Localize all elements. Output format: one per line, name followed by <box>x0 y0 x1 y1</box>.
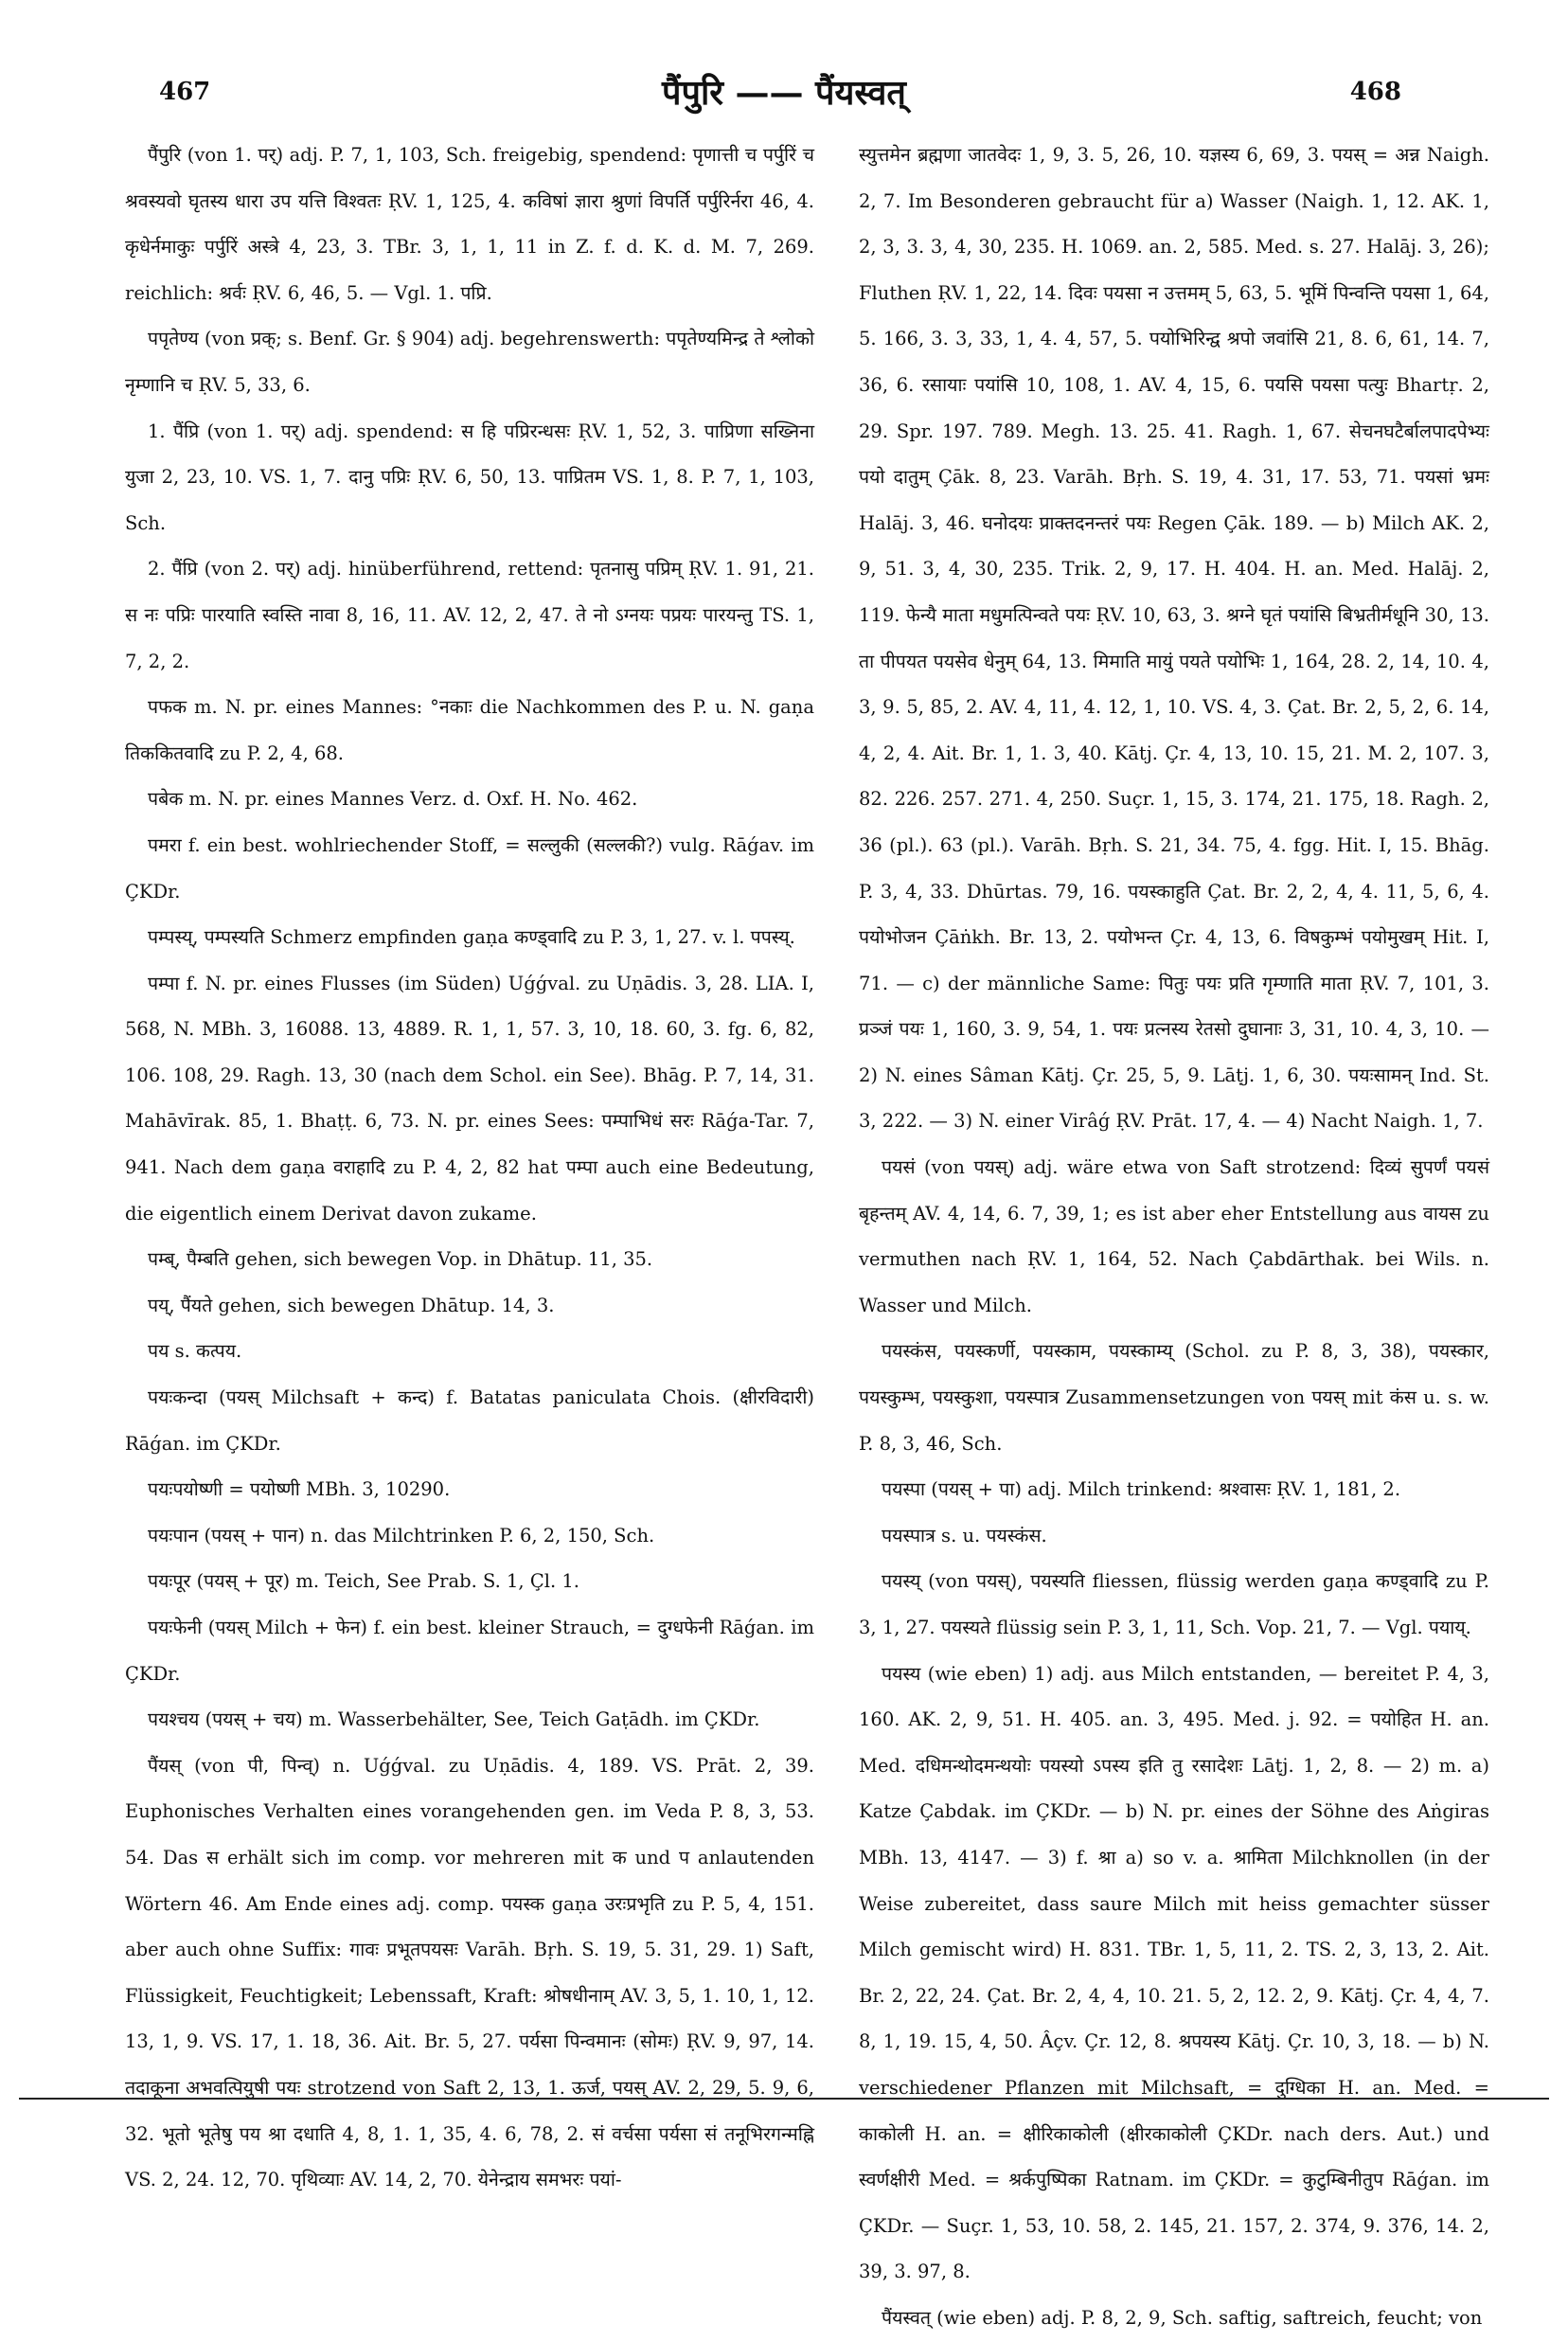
entry: पयःपूर (पयस् + पूर) m. Teich, See Prab. S. 1, Çl. 1. <box>148 1570 579 1593</box>
entry: पैंपुरि (von 1. पर्) adj. P. 7, 1, 103, Sch. freigebig, spendend: पृणात्ती च पर्पुरिं च श्रवस्यवो घृतस्य धारा उप यत्ति विश्वतः ṚV. 1, 125, 4. कविषां ज्ञारा श्रुणां विपर्ति पर्पुरिर्नरा 46, 4. कृधेर्नमाकुः पर्पुरिं अस्त्रे 4, 23, 3. TBr. 3, 1, 1, 11 in Z. f. d. K. d. M. 7, 269. reichlich: श्रर्वः ṚV. 6, 46, 5. — Vgl. 1. पप्रि. <box>125 144 814 304</box>
entry: पबेक m. N. pr. eines Mannes Verz. d. Oxf. H. No. 462. <box>148 788 638 811</box>
entry: पयःपयोष्णी = पयोष्णी MBh. 3, 10290. <box>148 1478 451 1501</box>
entry: स्युत्तमेन ब्रह्मणा जातवेदः 1, 9, 3. 5, 26, 10. यज्ञस्य 6, 69, 3. पयस् = अन्न Naigh. 2, 7. Im Besonderen gebraucht für a) Wasser (Naigh. 1, 12. AK. 1, 2, 3, 3. 3, 4, 30, 235. H. 1069. an. 2, 585. Med. s. 27. Halāj. 3, 26); Fluthen ṚV. 1, 22, 14. दिवः पयसा न उत्तमम् 5, 63, 5. भूमिं पिन्वन्ति पयसा 1, 64, 5. 166, 3. 3, 33, 1, 4. 4, 57, 5. पयोभिरिन्द्व श्रपो जवांसि 21, 8. 6, 61, 14. 7, 36, 6. रसायाः पयांसि 10, 108, 1. AV. 4, 15, 6. पयसि पयसा पत्युः Bhartṛ. 2, 29. Spr. 197. 789. Megh. 13. 25. 41. Ragh. 1, 67. सेचनघटैर्बालपादपेभ्यः पयो दातुम् Çāk. 8, 23. Varāh. Bṛh. S. 19, 4. 31, 17. 53, 71. पयसां भ्रमः Halāj. 3, 46. घनोदयः प्राक्तदनन्तरं पयः Regen Çāk. 189. — b) Milch AK. 2, 9, 51. 3, 4, 30, 235. Trik. 2, 9, 17. H. 404. H. an. Med. Halāj. 2, 119. फेन्यै माता मधुमत्पिन्वते पयः ṚV. 10, 63, 3. श्रग्ने घृतं पयांसि बिभ्रतीर्मधूनि 30, 13. ता पीपयत पयसेव धेनुम् 64, 13. मिमाति मायुं पयते पयोभिः 1, 164, 28. 2, 14, 10. 4, 3, 9. 5, 85, 2. AV. 4, 11, 4. 12, 1, 10. VS. 4, 3. Çat. Br. 2, 5, 2, 6. 14, 4, 2, 4. Ait. Br. 1, 1. 3, 40. Kātj. Çr. 4, 13, 10. 15, 21. M. 2, 107. 3, 82. 226. 257. 271. 4, 250. Suçr. 1, 15, 3. 174, 21. 175, 18. Ragh. 2, 36 (pl.). 63 (pl.). Varāh. Bṛh. S. 21, 34. 75, 4. fgg. Hit. I, 15. Bhāg. P. 3, 4, 33. Dhūrtas. 79, 16. पयस्काहुति Çat. Br. 2, 2, 4, 4. 11, 5, 6, 4. पयोभोजन Çāṅkh. Br. 13, 2. पयोभन्त Çr. 4, 13, 6. विषकुम्भं पयोमुखम् Hit. I, 71. — c) der männliche Same: पितुः पयः प्रति गृम्णाति माता ṚV. 7, 101, 3. प्रञ्जं पयः 1, 160, 3. 9, 54, 1. पयः प्रत्नस्य रेतसो दुघानाः 3, 31, 10. 4, 3, 10. — 2) N. eines Sâman Kātj. Çr. 25, 5, 9. Lāṭj. 1, 6, 30. पयःसामन् Ind. St. 3, 222. — 3) N. einer Virâǵ ṚV. Prāt. 17, 4. — 4) Nacht Naigh. 1, 7. <box>859 144 1489 1133</box>
entry: पयःकन्दा (पयस् Milchsaft + कन्द) f. Batatas paniculata Chois. (क्षीरविदारी) Rāǵan. im ÇKDr. <box>125 1386 814 1455</box>
page-number-left: 467 <box>159 78 211 106</box>
entry: पय्, पैंयते gehen, sich bewegen Dhātup. 14, 3. <box>148 1294 555 1316</box>
entry: पम्ब्, पैम्बति gehen, sich bewegen Vop. in Dhātup. 11, 35. <box>148 1248 653 1271</box>
entry: पयःफेनी (पयस् Milch + फेन) f. ein best. kleiner Strauch, = दुग्धफेनी Rāǵan. im ÇKDr. <box>125 1617 814 1685</box>
entry: पय s. कत्पय. <box>148 1340 242 1363</box>
entry: पफक m. N. pr. eines Mannes: °नकाः die Nachkommen des P. u. N. gaṇa तिककितवादि zu P. 2, 4, 68. <box>125 696 814 764</box>
entry: पयसं (von पयस्) adj. wäre etwa von Saft strotzend: दिव्यं सुपर्णं पयसं बृहन्तम् AV. 4, 14, 6. 7, 39, 1; es ist aber eher Entstellung aus वायस zu vermuthen nach ṚV. 1, 164, 52. Nach Çabdārthak. bei Wils. n. Wasser und Milch. <box>859 1156 1489 1316</box>
page-number-right: 468 <box>1349 78 1401 106</box>
entry: पम्पा f. N. pr. eines Flusses (im Süden) Uǵǵval. zu Uṇādis. 3, 28. LIA. I, 568, N. MBh. 3, 16088. 13, 4889. R. 1, 1, 57. 3, 10, 18. 60, 3. fg. 6, 82, 106. 108, 29. Ragh. 13, 30 (nach dem Schol. ein See). Bhāg. P. 7, 14, 31. Mahāvīrak. 85, 1. Bhaṭṭ. 6, 73. N. pr. eines Sees: पम्पाभिधं सरः Rāǵa-Tar. 7, 941. Nach dem gaṇa वराहादि zu P. 4, 2, 82 hat पम्पा auch eine Bedeutung, die eigentlich einem Derivat davon zukame. <box>125 972 814 1225</box>
left-column <box>125 133 814 2191</box>
running-head: पैंपुरि —— पैंयस्वत् <box>662 73 906 113</box>
entry: पयस्कंस, पयस्कर्णी, पयस्काम, पयस्काम्य् (Schol. zu P. 8, 3, 38), पयस्कार, पयस्कुम्भ, पयस्कुशा, पयस्पात्र Zusammensetzungen von पयस् mit कंस u. s. w. P. 8, 3, 46, Sch. <box>859 1340 1489 1455</box>
entry: पम्पस्य्, पम्पस्यति Schmerz empfinden gaṇa कण्ड्वादि zu P. 3, 1, 27. v. l. पपस्य्. <box>148 926 795 949</box>
entry: पपृतेण्य (von प्रक्; s. Benf. Gr. § 904) adj. begehrenswerth: पपृतेण्यमिन्द्र ते श्लोको नृम्णानि च ṚV. 5, 33, 6. <box>125 328 814 396</box>
entry: पयःपान (पयस् + पान) n. das Milchtrinken P. 6, 2, 150, Sch. <box>148 1524 655 1546</box>
footer-rule <box>19 2098 1549 2100</box>
entry: 2. पैंप्रि (von 2. पर्) adj. hinüberführend, rettend: पृतनासु पप्रिम् ṚV. 1. 91, 21. स नः पप्रिः पारयाति स्वस्ति नावा 8, 16, 11. AV. 12, 2, 47. ते नो ऽग्नयः पप्रयः पारयन्तु TS. 1, 7, 2, 2. <box>125 558 814 672</box>
entry: 1. पैंप्रि (von 1. पर्) adj. spendend: स हि पप्रिरन्धसः ṚV. 1, 52, 3. पाप्रिणा सख्निना युजा 2, 23, 10. VS. 1, 7. दानु पप्रिः ṚV. 6, 50, 13. पाप्रितम VS. 1, 8. P. 7, 1, 103, Sch. <box>125 420 814 534</box>
entry: पैंयस्वत् (wie eben) adj. P. 8, 2, 9, Sch. saftig, saftreich, feucht; von <box>882 2306 1483 2329</box>
entry: पमरा f. ein best. wohlriechender Stoff, = सल्लुकी (सल्लकी?) vulg. Rāǵav. im ÇKDr. <box>125 833 814 903</box>
entry: पयस्पात्र s. u. पयस्कंस. <box>882 1524 1047 1546</box>
entry: पयस्य् (von पयस्), पयस्यति fliessen, flüssig werden gaṇa कण्ड्वादि zu P. 3, 1, 27. पयस्यते flüssig sein P. 3, 1, 11, Sch. Vop. 21, 7. — Vgl. पयाय्. <box>859 1570 1489 1638</box>
entry: पैंयस् (von पी, पिन्व्) n. Uǵǵval. zu Uṇādis. 4, 189. VS. Prāt. 2, 39. Euphonisches Verhalten eines vorangehenden gen. im Veda P. 8, 3, 53. 54. Das स erhält sich im comp. vor mehreren mit क und प anlautenden Wörtern 46. Am Ende eines adj. comp. पयस्क gaṇa उरःप्रभृति zu P. 5, 4, 151. aber auch ohne Suffix: गावः प्रभूतपयसः Varāh. Bṛh. S. 19, 5. 31, 29. 1) Saft, Flüssigkeit, Feuchtigkeit; Lebenssaft, Kraft: श्रोषधीनाम् AV. 3, 5, 1. 10, 1, 12. 13, 1, 9. VS. 17, 1. 18, 36. Ait. Br. 5, 27. पर्यसा पिन्वमानः (सोमः) ṚV. 9, 97, 14. तदाकूना अभवत्पियुषी पयः strotzend von Saft 2, 13, 1. ऊर्ज, पयस् AV. 2, 29, 5. 9, 6, 32. भूतो भूतेषु पय श्रा दधाति 4, 8, 1. 1, 35, 4. 6, 78, 2. सं वर्चसा पर्यसा सं तनूभिरगन्मह्नि VS. 2, 24. 12, 70. पृथिव्याः AV. 14, 2, 70. येनेन्द्राय समभरः पयां- <box>125 1754 814 2191</box>
entry: पयश्चय (पयस् + चय) m. Wasserbehälter, See, Teich Gaṭādh. im ÇKDr. <box>148 1708 760 1731</box>
entry: पयस्पा (पयस् + पा) adj. Milch trinkend: श्रश्वासः ṚV. 1, 181, 2. <box>882 1478 1401 1501</box>
right-column <box>859 133 1489 2329</box>
entry: पयस्य (wie eben) 1) adj. aus Milch entstanden, — bereitet P. 4, 3, 160. AK. 2, 9, 51. H. 405. an. 3, 495. Med. j. 92. = पयोहित H. an. Med. दधिमन्थोदमन्थयोः पयस्यो ऽपस्य इति तु रसादेशः Lāṭj. 1, 2, 8. — 2) m. a) Katze Çabdak. im ÇKDr. — b) N. pr. eines der Söhne des Aṅgiras MBh. 13, 4147. — 3) f. श्रा a) so v. a. श्रामिता Milchknollen (in der Weise zubereitet, dass saure Milch mit heiss gemachter süsser Milch gemischt wird) H. 831. TBr. 1, 5, 11, 2. TS. 2, 3, 13, 2. Ait. Br. 2, 22, 24. Çat. Br. 2, 4, 4, 10. 21. 5, 2, 12. 2, 9. Kātj. Çr. 4, 4, 7. 8, 1, 19. 15, 4, 50. Âçv. Çr. 12, 8. श्रपयस्य Kātj. Çr. 10, 3, 18. — b) N. verschiedener Pflanzen mit Milchsaft, = दुग्धिका H. an. Med. = काकोली H. an. = क्षीरिकाकोली (क्षीरकाकोली ÇKDr. nach ders. Aut.) und स्वर्णक्षीरी Med. = श्रर्कपुष्पिका Ratnam. im ÇKDr. = कुटुम्बिनीतुप Rāǵan. im ÇKDr. — Suçr. 1, 53, 10. 58, 2. 145, 21. 157, 2. 374, 9. 376, 14. 2, 39, 3. 97, 8. <box>859 1662 1489 2283</box>
